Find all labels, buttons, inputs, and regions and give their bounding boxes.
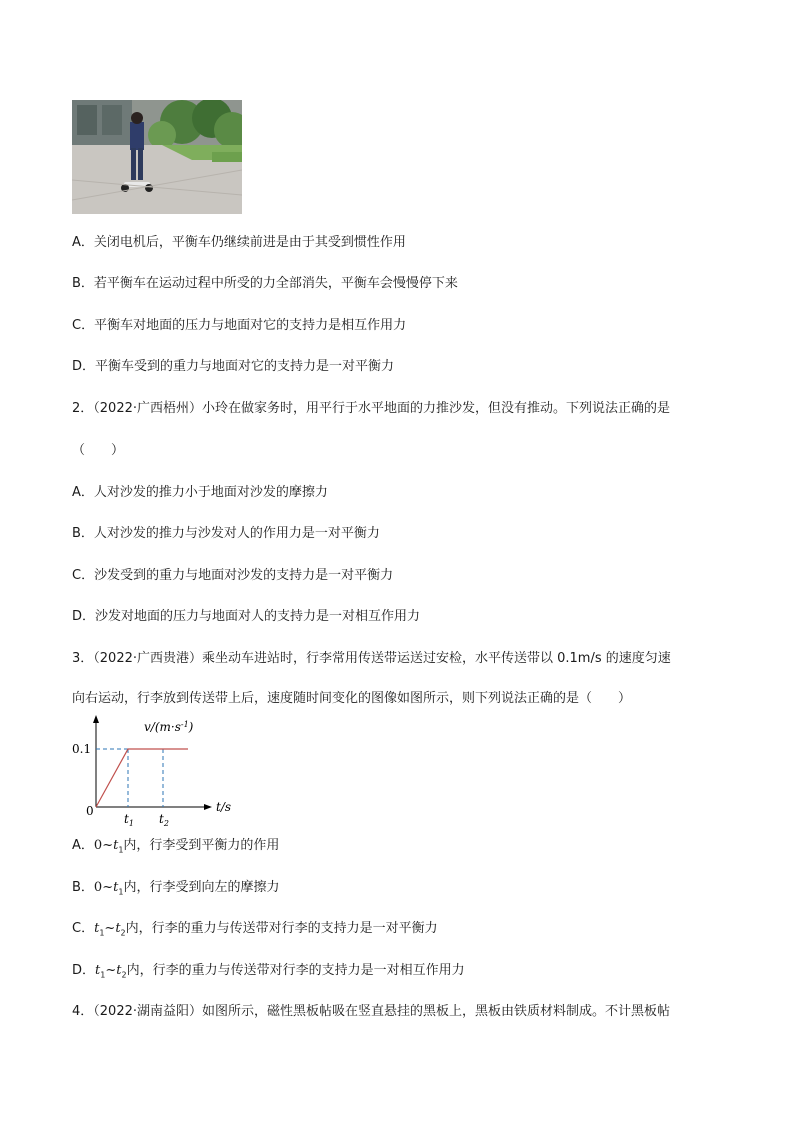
q1-option-a: A．关闭电机后，平衡车仍继续前进是由于其受到惯性作用 (72, 235, 406, 250)
x-axis-arrow (204, 804, 212, 810)
y-axis-arrow (93, 715, 99, 723)
t2-label: $t_2$ (159, 812, 169, 828)
q3-stem-continued: 向右运动，行李放到传送带上后，速度随时间变化的图像如图所示，则下列说法正确的是（ ） (72, 691, 632, 706)
q1-option-d: D．平衡车受到的重力与地面对它的支持力是一对平衡力 (72, 359, 395, 374)
q2-option-a: A．人对沙发的推力小于地面对沙发的摩擦力 (72, 485, 328, 500)
q3-option-d: D．$t_1\sim t_2$内，行李的重力与传送带对行李的支持力是一对相互作用力 (72, 963, 465, 980)
velocity-line (96, 749, 188, 807)
q2-option-d: D．沙发对地面的压力与地面对人的支持力是一对相互作用力 (72, 609, 421, 624)
y-tick-label: 0.1 (72, 742, 92, 756)
q3-option-b: B．$0\sim t_1$内，行李受到向左的摩擦力 (72, 880, 280, 897)
q1-option-c: C．平衡车对地面的压力与地面对它的支持力是相互作用力 (72, 318, 407, 333)
balance-scooter-photo (72, 100, 242, 214)
x-axis-label: t/s (216, 800, 232, 814)
q1-option-b: B．若平衡车在运动过程中所受的力全部消失，平衡车会慢慢停下来 (72, 276, 458, 291)
q4-stem: 4．（2022·湖南益阳）如图所示，磁性黑板帖吸在竖直悬挂的黑板上，黑板由铁质材料制成。不计黑板帖 (72, 1004, 670, 1019)
q3-stem: 3．（2022·广西贵港）乘坐动车进站时，行李常用传送带运送过安检，水平传送带以 0.1m/s 的速度匀速 (72, 651, 671, 666)
q2-stem: 2．（2022·广西梧州）小玲在做家务时，用平行于水平地面的力推沙发，但没有推动。下列说法正确的是 (72, 401, 670, 416)
q2-option-b: B．人对沙发的推力与沙发对人的作用力是一对平衡力 (72, 526, 380, 541)
q3-option-c: C．$t_1\sim t_2$内，行李的重力与传送带对行李的支持力是一对平衡力 (72, 921, 438, 938)
scooter-photo-illustration (72, 100, 242, 214)
origin-label: 0 (86, 804, 94, 818)
q2-option-c: C．沙发受到的重力与地面对沙发的支持力是一对平衡力 (72, 568, 394, 583)
q2-stem-bracket: （ ） (72, 443, 125, 458)
t1-label: $t_1$ (124, 812, 134, 828)
q3-option-a: A．$0\sim t_1$内，行李受到平衡力的作用 (72, 838, 280, 855)
y-axis-label: $v/(m\cdot s^{-1})$ (144, 720, 194, 734)
velocity-time-graph (72, 712, 262, 832)
